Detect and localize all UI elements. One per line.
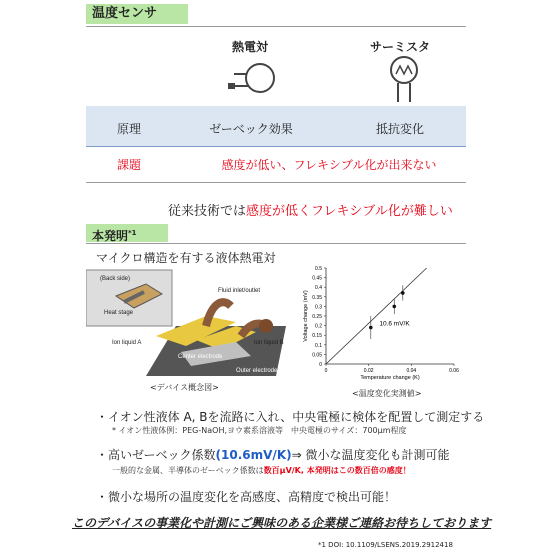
seebeck-value: (10.6mV/K) <box>215 448 292 462</box>
divider <box>86 182 466 183</box>
row-label-principle: 原理 <box>116 122 141 136</box>
doi-reference: *1 DOI: 10.1109/LSENS.2019.2912418 <box>318 541 453 549</box>
y-tick-label: 0 <box>319 362 322 368</box>
bullet-1-note: * イオン性液体例：PEG-NaOH,ヨウ素系溶液等 中央電極のサイズ：700μm程度 <box>112 426 407 435</box>
issue-text: 感度が低い、フレキシブル化が出来ない <box>221 158 437 172</box>
y-tick-label: 0.45 <box>312 275 322 282</box>
call-to-action: このデバイスの事業化や計測にご興味のある企業様ご連絡お待ちしております <box>72 516 492 530</box>
bullet-2-note-prefix: 一般的な金属、半導体のゼーベック係数は <box>112 466 264 475</box>
y-tick-label: 0.3 <box>315 304 322 311</box>
conventional-tech-statement <box>168 200 453 219</box>
bullet-1-text: イオン性液体 A, Bを流路に入れ、中央電極に検体を配置して測定する <box>108 410 485 424</box>
bullet-3-text: 微小な場所の温度変化を高感度、高精度で検出可能！ <box>108 490 397 504</box>
x-tick-label: 0.06 <box>449 368 459 374</box>
data-point <box>401 291 405 295</box>
bullet-2: ・高いゼーベック係数(10.6mV/K)⇒ 微小な温度変化も計測可能 <box>96 448 450 462</box>
data-point <box>369 326 373 330</box>
x-tick-label: 0.02 <box>363 368 374 374</box>
label-center-electrode: Center electrode <box>178 354 223 360</box>
thermocouple-principle: ゼーベック効果 <box>209 122 293 136</box>
statement-highlight: 感度が低くフレキシブル化が難しい <box>246 204 453 219</box>
chart-caption: <温度変化実測値> <box>352 389 422 398</box>
label-outer-electrodes: Outer electrodes <box>236 368 281 374</box>
thermistor-icon <box>386 54 422 104</box>
bullet-2-suffix: ⇒ 微小な温度変化も計測可能 <box>291 448 450 462</box>
bullet-2-note <box>112 465 411 476</box>
section-tag-temperature-sensor: 温度センサ <box>86 4 188 24</box>
divider <box>86 26 466 27</box>
thermocouple-icon <box>228 56 278 100</box>
column-header-thermistor: サーミスタ <box>370 40 431 54</box>
x-tick-label: 0.04 <box>406 368 417 374</box>
column-header-thermocouple: 熱電対 <box>232 40 269 54</box>
temperature-voltage-chart <box>300 262 470 386</box>
section-tag-invention <box>86 224 168 242</box>
y-axis-label: Voltage change (mV) <box>303 290 309 342</box>
y-tick-label: 0.15 <box>312 333 322 340</box>
y-tick-label: 0.1 <box>315 342 322 349</box>
label-ion-a: Ion liquid A <box>112 340 142 346</box>
label-back-side: (Back side) <box>100 276 131 282</box>
label-fluid: Fluid inlet/outlet <box>218 288 261 294</box>
divider <box>86 243 466 244</box>
x-axis-label: Temperature change (K) <box>360 375 420 381</box>
label-heat-stage: Heat stage <box>104 310 134 316</box>
invention-subtitle: マイクロ構造を有する液体熱電対 <box>96 251 276 265</box>
data-point <box>392 305 396 309</box>
bullet-3: ・微小な場所の温度変化を高感度、高精度で検出可能！ <box>96 490 397 504</box>
row-label-issue: 課題 <box>116 158 141 172</box>
bullet-2-note-highlight: 数百μV/K, 本発明はこの数百倍の感度！ <box>263 466 411 475</box>
y-tick-label: 0.2 <box>315 323 322 330</box>
x-tick-label: 0 <box>324 368 328 374</box>
y-tick-label: 0.4 <box>315 285 322 292</box>
y-tick-label: 0.05 <box>312 352 322 359</box>
device-concept-diagram <box>86 266 302 380</box>
statement-prefix: 従来技術では <box>168 204 247 219</box>
fit-line <box>326 268 427 364</box>
thermistor-principle: 抵抗変化 <box>375 122 424 136</box>
y-tick-label: 0.5 <box>315 266 322 272</box>
invention-tag-footnote: *1 <box>128 229 137 237</box>
device-caption: <デバイス概念図> <box>150 383 219 392</box>
invention-tag-label: 本発明 <box>92 229 129 243</box>
divider <box>86 146 466 147</box>
bullet-1: ・イオン性液体 A, Bを流路に入れ、中央電極に検体を配置して測定する <box>96 410 485 424</box>
bullet-2-prefix: 高いゼーベック係数 <box>108 448 216 462</box>
y-tick-label: 0.35 <box>312 294 322 301</box>
y-tick-label: 0.25 <box>312 314 322 320</box>
slope-annotation: 10.6 mV/K <box>379 320 410 328</box>
label-ion-b: Ion liquid B <box>254 340 284 346</box>
